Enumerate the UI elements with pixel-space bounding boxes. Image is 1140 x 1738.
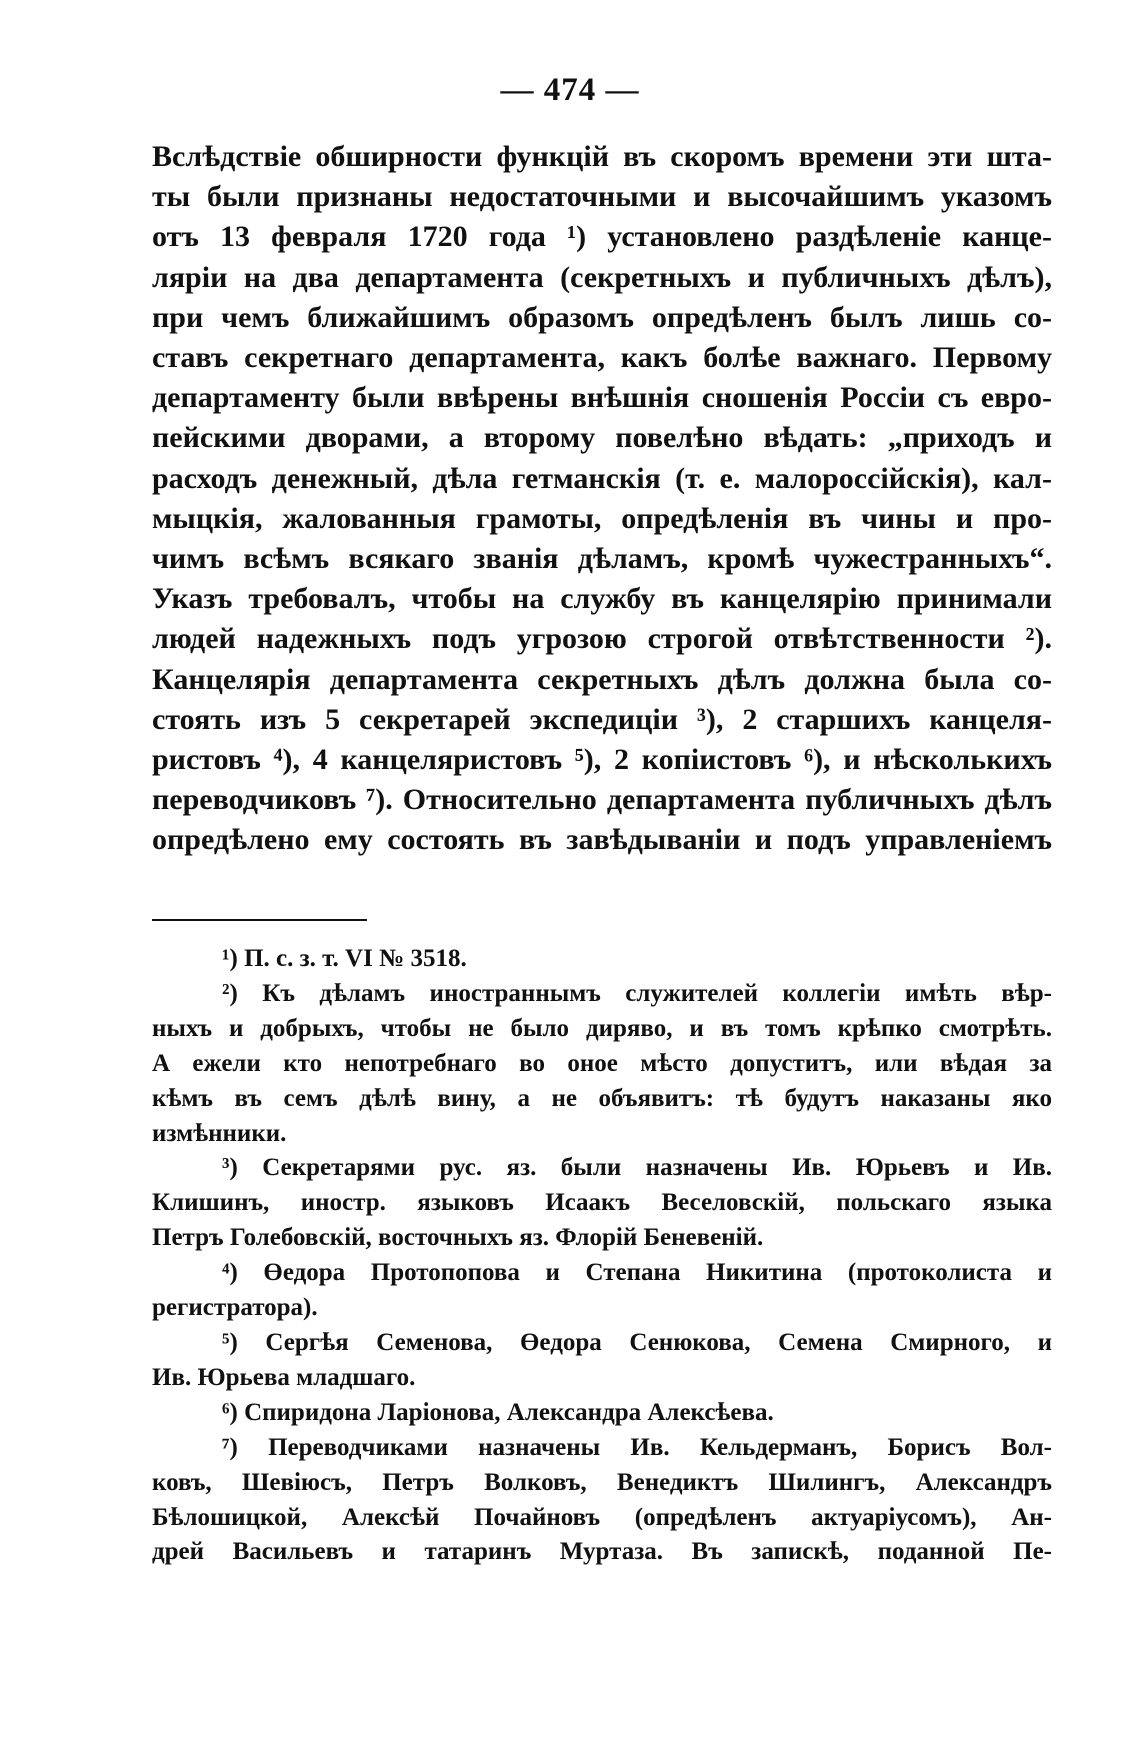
footnote-line: ныхъ и добрыхъ, чтобы не было диряво, и въ томъ крѣпко смотрѣть. bbox=[152, 1014, 1052, 1042]
main-text-line: ставъ секретнаго департамента, какъ болѣе важнаго. Первому bbox=[152, 341, 1052, 375]
footnote-line: Бѣлошицкой, Алексѣй Почайновъ (опредѣленъ актуаріусомъ), Ан- bbox=[152, 1503, 1052, 1531]
main-text-line: людей надежныхъ подъ угрозою строгой отвѣтственности ²). bbox=[152, 622, 1052, 656]
footnote-line: измѣнники. bbox=[152, 1119, 287, 1147]
footnote-line: ковъ, Шевіюсъ, Петръ Волковъ, Венедиктъ Шилингъ, Александръ bbox=[152, 1468, 1052, 1496]
footnote-line: ⁵) Сергѣя Семенова, Өедора Сенюкова, Семена Смирного, и bbox=[222, 1328, 1052, 1356]
footnotes bbox=[152, 942, 1052, 1570]
main-text-line: опредѣлено ему состоять въ завѣдываніи и подъ управленіемъ bbox=[152, 823, 1052, 857]
main-text-line: ляріи на два департамента (секретныхъ и публичныхъ дѣлъ), bbox=[152, 260, 1052, 294]
footnote-line: дрей Васильевъ и татаринъ Муртаза. Въ запискѣ, поданной Пе- bbox=[152, 1538, 1052, 1566]
footnote-1 bbox=[152, 942, 1052, 977]
main-text-line: Вслѣдствіе обширности функцій въ скоромъ времени эти шта- bbox=[152, 140, 1052, 173]
footnote-line: ⁴) Өедора Протопопова и Степана Никитина (протоколиста и bbox=[222, 1259, 1052, 1287]
main-text-line: расходъ денежный, дѣла гетманскія (т. е. малороссійскія), кал- bbox=[152, 461, 1052, 495]
footnote-5 bbox=[152, 1326, 1052, 1396]
page-number: — 474 — bbox=[500, 72, 640, 108]
main-text-line: стоять изъ 5 секретарей экспедиціи ³), 2 старшихъ канцеля- bbox=[152, 702, 1052, 736]
footnote-line: ⁶) Спиридона Ларіонова, Александра Алексѣева. bbox=[222, 1398, 774, 1426]
main-text-line: Канцелярія департамента секретныхъ дѣлъ должна была со- bbox=[152, 662, 1052, 696]
main-text-line: ты были признаны недостаточными и высочайшимъ указомъ bbox=[152, 180, 1052, 214]
main-text-line: чимъ всѣмъ всякаго званія дѣламъ, кромѣ чужестранныхъ“. bbox=[152, 542, 1052, 576]
main-text bbox=[152, 137, 1052, 861]
footnote-line: регистратора). bbox=[152, 1294, 318, 1322]
main-text-line: пейскими дворами, а второму повелѣно вѣдать: „приходъ и bbox=[152, 421, 1052, 455]
main-text-line: Указъ требовалъ, чтобы на службу въ канцелярію принимали bbox=[152, 582, 1052, 616]
footnote-line: А ежели кто непотребнаго во оное мѣсто допуститъ, или вѣдая за bbox=[152, 1049, 1052, 1077]
footnote-7 bbox=[152, 1431, 1052, 1571]
main-text-line: при чемъ ближайшимъ образомъ опредѣленъ былъ лишь со- bbox=[152, 300, 1052, 334]
main-text-line: департаменту были ввѣрены внѣшнія сношенія Россіи съ евро- bbox=[152, 381, 1052, 415]
footnote-line: ³) Секретарями рус. яз. были назначены Ив. Юрьевъ и Ив. bbox=[222, 1154, 1052, 1182]
footnote-line: ⁷) Переводчиками назначены Ив. Кельдерманъ, Борисъ Вол- bbox=[222, 1433, 1052, 1461]
footnote-6 bbox=[152, 1396, 1052, 1431]
footnote-4 bbox=[152, 1256, 1052, 1326]
footnote-line: Ив. Юрьева младшаго. bbox=[152, 1363, 416, 1391]
main-text-line: переводчиковъ ⁷). Относительно департамента публичныхъ дѣлъ bbox=[152, 783, 1052, 817]
footnote-line: кѣмъ въ семъ дѣлѣ вину, а не объявитъ: тѣ будутъ наказаны яко bbox=[152, 1084, 1052, 1112]
footnote-divider bbox=[152, 919, 367, 921]
main-text-line: отъ 13 февраля 1720 года ¹) установлено раздѣленіе канце- bbox=[152, 220, 1052, 254]
footnote-line: ¹) П. с. з. т. VI № 3518. bbox=[222, 945, 467, 972]
footnote-line: ²) Къ дѣламъ иностраннымъ служителей коллегіи имѣть вѣр- bbox=[222, 979, 1052, 1007]
main-text-line: мыцкія, жалованныя грамоты, опредѣленія въ чины и про- bbox=[152, 501, 1052, 535]
footnote-line: Клишинъ, иностр. языковъ Исаакъ Веселовскій, польскаго языка bbox=[152, 1189, 1052, 1217]
footnote-line: Петръ Голебовскій, восточныхъ яз. Флорій Беневеній. bbox=[152, 1224, 764, 1252]
main-text-line: ристовъ ⁴), 4 канцеляристовъ ⁵), 2 копіистовъ ⁶), и нѣсколькихъ bbox=[152, 743, 1052, 777]
footnote-2 bbox=[152, 977, 1052, 1152]
footnote-3 bbox=[152, 1151, 1052, 1256]
